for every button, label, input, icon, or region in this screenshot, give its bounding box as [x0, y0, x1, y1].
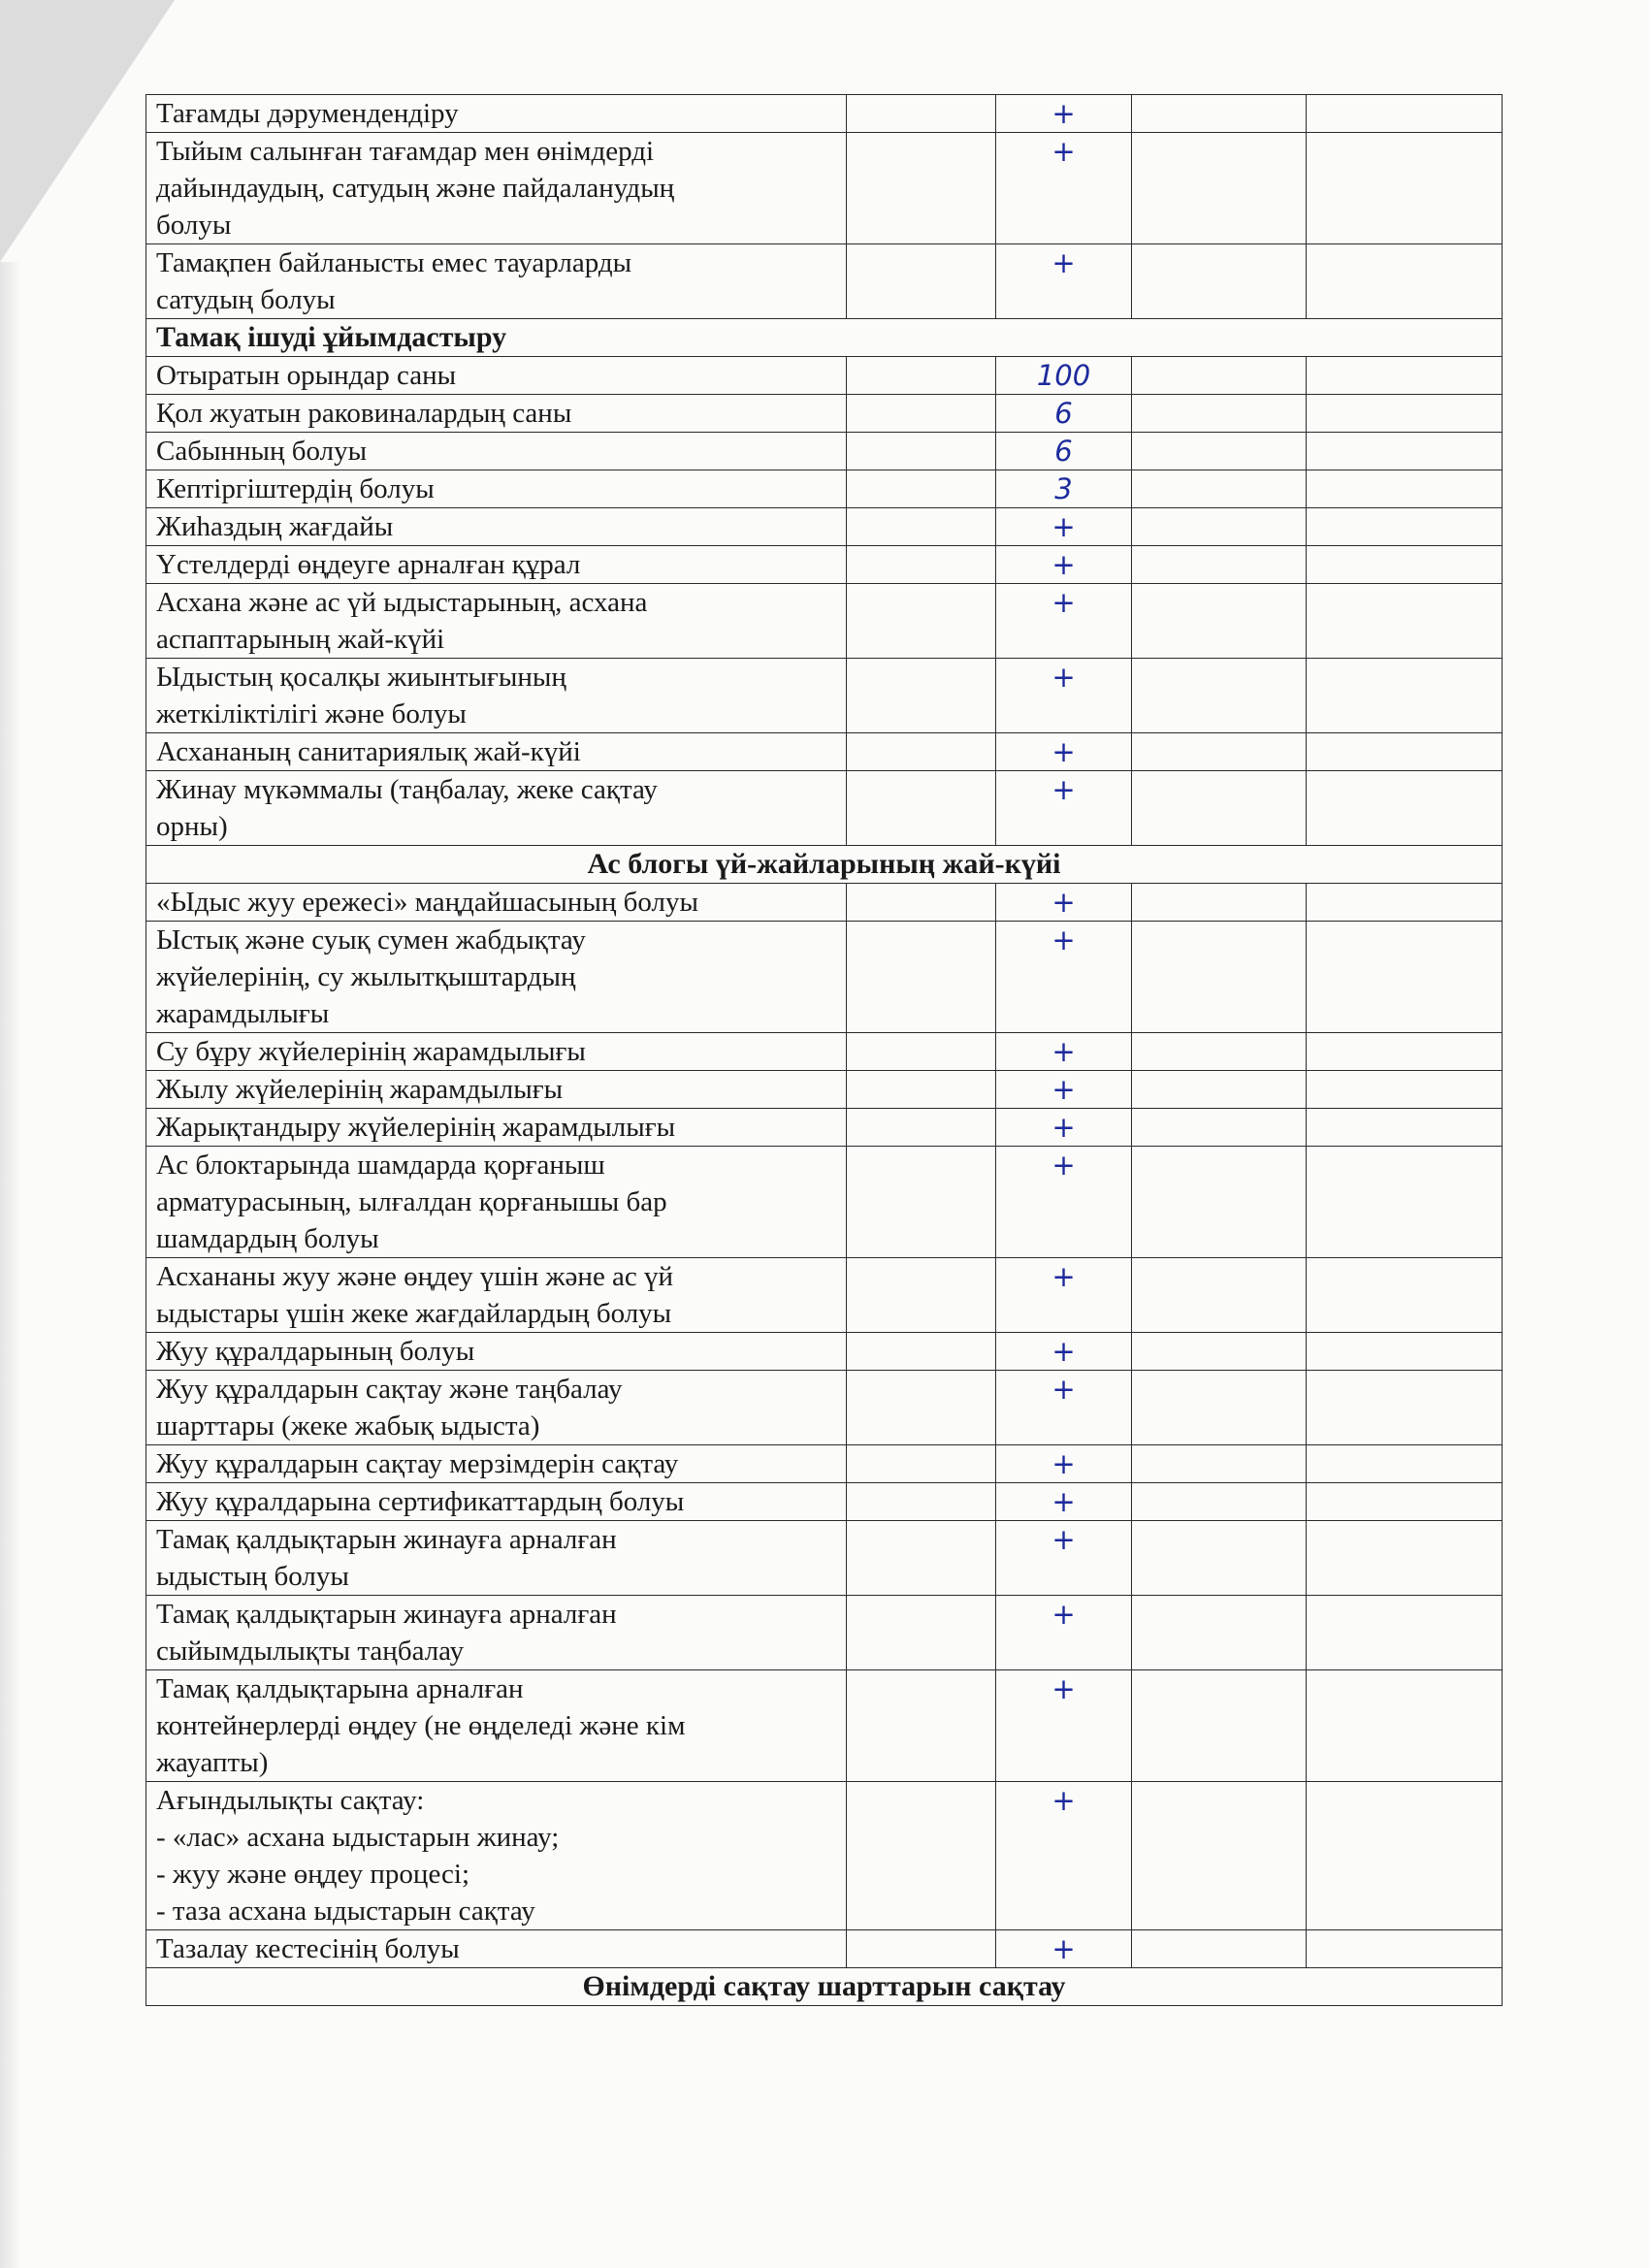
empty-cell — [1307, 508, 1503, 546]
empty-cell — [1307, 1782, 1503, 1930]
criterion-label: Тазалау кестесінің болуы — [146, 1930, 847, 1968]
handwritten-mark: + — [996, 1782, 1132, 1930]
empty-cell — [847, 546, 996, 584]
empty-cell — [1132, 244, 1307, 319]
criterion-label: Тыйым салынған тағамдар мен өнімдерді дайындаудың, сатудың және пайдаланудың болуы — [146, 133, 847, 244]
table-row — [146, 1258, 1503, 1333]
empty-cell — [847, 922, 996, 1033]
criterion-label: Жуу құралдарын сақтау және таңбалау шарттары (жеке жабық ыдыста) — [146, 1371, 847, 1445]
empty-cell — [847, 659, 996, 733]
criterion-label: Тамақ қалдықтарын жинауға арналған ыдыстың болуы — [146, 1521, 847, 1596]
handwritten-mark: 6 — [996, 395, 1132, 433]
criterion-label: Ағындылықты сақтау: - «лас» асхана ыдыстарын жинау; - жуу және өңдеу процесі; - таза асхана ыдыстарын сақтау — [146, 1782, 847, 1930]
handwritten-mark: 3 — [996, 470, 1132, 508]
empty-cell — [847, 133, 996, 244]
section-title: Ас блогы үй-жайларының жай-күйі — [146, 846, 1503, 884]
criterion-label: Кептіргіштердің болуы — [146, 470, 847, 508]
empty-cell — [847, 1109, 996, 1147]
table-row — [146, 1445, 1503, 1483]
empty-cell — [847, 1258, 996, 1333]
handwritten-mark: + — [996, 1483, 1132, 1521]
handwritten-mark: + — [996, 1670, 1132, 1782]
criterion-label: Ыдыстың қосалқы жиынтығының жеткіліктілігі және болуы — [146, 659, 847, 733]
criterion-label: Жылу жүйелерінің жарамдылығы — [146, 1071, 847, 1109]
table-row — [146, 546, 1503, 584]
empty-cell — [1132, 357, 1307, 395]
handwritten-mark: + — [996, 1521, 1132, 1596]
criterion-label: Асхананы жуу және өңдеу үшін және ас үй ыдыстары үшін жеке жағдайлардың болуы — [146, 1258, 847, 1333]
empty-cell — [847, 357, 996, 395]
empty-cell — [1307, 1670, 1503, 1782]
criterion-label: Отыратын орындар саны — [146, 357, 847, 395]
empty-cell — [1132, 884, 1307, 922]
criterion-label: «Ыдыс жуу ережесі» маңдайшасының болуы — [146, 884, 847, 922]
empty-cell — [1307, 1147, 1503, 1258]
empty-cell — [847, 244, 996, 319]
handwritten-mark: + — [996, 1445, 1132, 1483]
handwritten-mark: + — [996, 922, 1132, 1033]
empty-cell — [847, 1670, 996, 1782]
criterion-label: Қол жуатын раковиналардың саны — [146, 395, 847, 433]
empty-cell — [1132, 771, 1307, 846]
empty-cell — [1132, 1258, 1307, 1333]
empty-cell — [847, 433, 996, 470]
empty-cell — [847, 1071, 996, 1109]
table-row — [146, 771, 1503, 846]
empty-cell — [847, 1033, 996, 1071]
table-row — [146, 508, 1503, 546]
handwritten-mark: + — [996, 546, 1132, 584]
empty-cell — [847, 1782, 996, 1930]
empty-cell — [1307, 1333, 1503, 1371]
empty-cell — [1132, 659, 1307, 733]
criterion-label: Тамақ қалдықтарын жинауға арналған сыйымдылықты таңбалау — [146, 1596, 847, 1670]
handwritten-mark: + — [996, 771, 1132, 846]
criterion-label: Жуу құралдарын сақтау мерзімдерін сақтау — [146, 1445, 847, 1483]
empty-cell — [1132, 1371, 1307, 1445]
empty-cell — [1132, 133, 1307, 244]
empty-cell — [847, 733, 996, 771]
empty-cell — [847, 1930, 996, 1968]
handwritten-mark: + — [996, 1596, 1132, 1670]
handwritten-mark: + — [996, 95, 1132, 133]
criterion-label: Жиһаздың жағдайы — [146, 508, 847, 546]
table-row — [146, 133, 1503, 244]
empty-cell — [1132, 1033, 1307, 1071]
empty-cell — [1307, 584, 1503, 659]
criterion-label: Тамақпен байланысты емес тауарларды сатудың болуы — [146, 244, 847, 319]
empty-cell — [1307, 433, 1503, 470]
handwritten-mark: + — [996, 1371, 1132, 1445]
criterion-label: Тамақ қалдықтарына арналған контейнерлерді өңдеу (не өңделеді және кім жауапты) — [146, 1670, 847, 1782]
empty-cell — [1307, 659, 1503, 733]
empty-cell — [1132, 733, 1307, 771]
table-row — [146, 1333, 1503, 1371]
table-row — [146, 244, 1503, 319]
empty-cell — [1307, 1596, 1503, 1670]
empty-cell — [1307, 470, 1503, 508]
empty-cell — [1132, 1333, 1307, 1371]
empty-cell — [847, 584, 996, 659]
handwritten-mark: + — [996, 133, 1132, 244]
empty-cell — [1132, 546, 1307, 584]
empty-cell — [1307, 1071, 1503, 1109]
table-row — [146, 95, 1503, 133]
empty-cell — [1307, 1521, 1503, 1596]
scan-edge-shadow — [0, 262, 21, 2268]
criterion-label: Ас блоктарында шамдарда қорғаныш арматурасының, ылғалдан қорғанышы бар шамдардың болуы — [146, 1147, 847, 1258]
section-header-row — [146, 846, 1503, 884]
section-title: Өнімдерді сақтау шарттарын сақтау — [146, 1968, 1503, 2006]
table-row — [146, 584, 1503, 659]
section-header-row — [146, 319, 1503, 357]
handwritten-mark: + — [996, 659, 1132, 733]
empty-cell — [1132, 470, 1307, 508]
empty-cell — [1132, 1782, 1307, 1930]
empty-cell — [1307, 1483, 1503, 1521]
criterion-label: Су бұру жүйелерінің жарамдылығы — [146, 1033, 847, 1071]
empty-cell — [1307, 357, 1503, 395]
criterion-label: Жуу құралдарына сертификаттардың болуы — [146, 1483, 847, 1521]
criterion-label: Жинау мүкәммалы (таңбалау, жеке сақтау орны) — [146, 771, 847, 846]
table-row — [146, 922, 1503, 1033]
empty-cell — [1307, 771, 1503, 846]
handwritten-mark: + — [996, 884, 1132, 922]
empty-cell — [1307, 733, 1503, 771]
empty-cell — [1132, 1147, 1307, 1258]
empty-cell — [1132, 1521, 1307, 1596]
criterion-label: Үстелдерді өңдеуге арналған құрал — [146, 546, 847, 584]
empty-cell — [1307, 1109, 1503, 1147]
empty-cell — [1307, 922, 1503, 1033]
empty-cell — [847, 95, 996, 133]
table-row — [146, 1596, 1503, 1670]
table-row — [146, 1109, 1503, 1147]
handwritten-mark: + — [996, 1109, 1132, 1147]
criterion-label: Жуу құралдарының болуы — [146, 1333, 847, 1371]
empty-cell — [1132, 584, 1307, 659]
empty-cell — [847, 1483, 996, 1521]
table-row — [146, 1033, 1503, 1071]
section-header-row — [146, 1968, 1503, 2006]
empty-cell — [1132, 1445, 1307, 1483]
empty-cell — [1307, 1033, 1503, 1071]
table-row — [146, 1483, 1503, 1521]
empty-cell — [847, 395, 996, 433]
table-row — [146, 1521, 1503, 1596]
empty-cell — [1307, 133, 1503, 244]
empty-cell — [847, 1333, 996, 1371]
table-row — [146, 1071, 1503, 1109]
handwritten-mark: 100 — [996, 357, 1132, 395]
criterion-label: Тағамды дәрумендендіру — [146, 95, 847, 133]
empty-cell — [1132, 1596, 1307, 1670]
empty-cell — [1132, 922, 1307, 1033]
table-row — [146, 733, 1503, 771]
empty-cell — [847, 1371, 996, 1445]
handwritten-mark: + — [996, 1033, 1132, 1071]
empty-cell — [1307, 1258, 1503, 1333]
empty-cell — [1307, 95, 1503, 133]
empty-cell — [1307, 1930, 1503, 1968]
empty-cell — [847, 1445, 996, 1483]
empty-cell — [847, 470, 996, 508]
handwritten-mark: + — [996, 733, 1132, 771]
table-row — [146, 1930, 1503, 1968]
handwritten-mark: + — [996, 1930, 1132, 1968]
empty-cell — [1132, 395, 1307, 433]
empty-cell — [847, 1147, 996, 1258]
table-row — [146, 1670, 1503, 1782]
empty-cell — [1307, 244, 1503, 319]
criterion-label: Асхана және ас үй ыдыстарының, асхана аспаптарының жай-күйі — [146, 584, 847, 659]
empty-cell — [847, 508, 996, 546]
handwritten-mark: 6 — [996, 433, 1132, 470]
empty-cell — [1132, 1483, 1307, 1521]
handwritten-mark: + — [996, 1071, 1132, 1109]
table-row — [146, 1147, 1503, 1258]
empty-cell — [1307, 546, 1503, 584]
empty-cell — [1132, 1071, 1307, 1109]
table-row — [146, 357, 1503, 395]
handwritten-mark: + — [996, 1147, 1132, 1258]
empty-cell — [847, 1596, 996, 1670]
empty-cell — [1307, 884, 1503, 922]
empty-cell — [1307, 1371, 1503, 1445]
handwritten-mark: + — [996, 508, 1132, 546]
criterion-label: Сабынның болуы — [146, 433, 847, 470]
table-row — [146, 1782, 1503, 1930]
empty-cell — [847, 771, 996, 846]
checklist-table — [146, 94, 1503, 2006]
empty-cell — [1132, 1930, 1307, 1968]
criterion-label: Ыстық және суық сумен жабдықтау жүйелерінің, су жылытқыштардың жарамдылығы — [146, 922, 847, 1033]
criterion-label: Асхананың санитариялық жай-күйі — [146, 733, 847, 771]
criterion-label: Жарықтандыру жүйелерінің жарамдылығы — [146, 1109, 847, 1147]
handwritten-mark: + — [996, 1258, 1132, 1333]
handwritten-mark: + — [996, 1333, 1132, 1371]
table-row — [146, 395, 1503, 433]
section-title: Тамақ ішуді ұйымдастыру — [146, 319, 1503, 357]
table-row — [146, 659, 1503, 733]
handwritten-mark: + — [996, 244, 1132, 319]
table-row — [146, 1371, 1503, 1445]
empty-cell — [1307, 395, 1503, 433]
empty-cell — [1132, 433, 1307, 470]
table-row — [146, 433, 1503, 470]
handwritten-mark: + — [996, 584, 1132, 659]
empty-cell — [847, 1521, 996, 1596]
empty-cell — [847, 884, 996, 922]
table-row — [146, 884, 1503, 922]
empty-cell — [1307, 1445, 1503, 1483]
empty-cell — [1132, 1109, 1307, 1147]
empty-cell — [1132, 95, 1307, 133]
empty-cell — [1132, 1670, 1307, 1782]
empty-cell — [1132, 508, 1307, 546]
table-row — [146, 470, 1503, 508]
